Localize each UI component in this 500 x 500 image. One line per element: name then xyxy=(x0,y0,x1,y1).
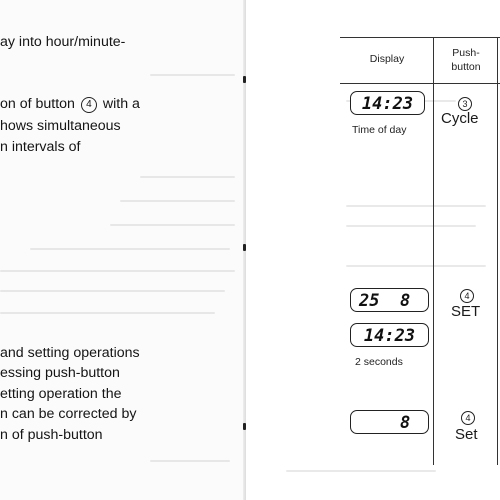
table-top-rule xyxy=(340,37,500,38)
lcd-display: 14:23 xyxy=(350,91,425,115)
left-page xyxy=(0,0,246,500)
button-number-badge: 4 xyxy=(460,289,474,303)
button-number-badge: 4 xyxy=(81,97,97,113)
show-through xyxy=(0,312,215,314)
show-through xyxy=(0,270,235,272)
show-through xyxy=(150,460,230,462)
button-label-set: SET xyxy=(451,303,481,320)
lcd-display: 14:23 xyxy=(350,323,429,347)
button-number-badge: 4 xyxy=(461,411,475,425)
display-caption: Time of day xyxy=(352,124,407,136)
button-label-cycle: Cycle xyxy=(441,110,479,127)
button-number-badge: 3 xyxy=(458,97,472,111)
show-through xyxy=(30,248,230,250)
table-header-push-button: Push- button xyxy=(451,47,481,73)
show-through xyxy=(110,224,235,226)
text-line: ay into hour/minute- xyxy=(0,34,126,50)
text-line: hows simultaneous xyxy=(0,118,121,134)
button-label-set: Set xyxy=(455,426,478,443)
display-caption: 2 seconds xyxy=(355,356,403,368)
text-fragment: with a xyxy=(98,96,140,112)
text-fragment: on of button xyxy=(0,96,75,112)
show-through xyxy=(286,470,436,472)
show-through xyxy=(346,265,486,267)
lcd-display: 25 8 xyxy=(350,288,429,312)
table-header-rule xyxy=(340,83,500,84)
text-line: essing push-button xyxy=(0,365,120,381)
text-line: and setting operations xyxy=(0,345,140,361)
text-line: n intervals of xyxy=(0,139,81,155)
show-through xyxy=(346,205,486,207)
table-column-rule xyxy=(497,37,498,465)
text-line: etting operation the xyxy=(0,386,122,402)
text-line: n can be corrected by xyxy=(0,406,137,422)
table-column-rule xyxy=(433,37,434,465)
show-through xyxy=(120,200,235,202)
lcd-display: 8 xyxy=(350,410,429,434)
text-line xyxy=(0,95,140,113)
text-line: n of push-button xyxy=(0,427,103,443)
table-header-display: Display xyxy=(369,53,405,65)
show-through xyxy=(150,74,235,76)
show-through xyxy=(346,225,476,227)
show-through xyxy=(140,176,235,178)
show-through xyxy=(0,290,225,292)
